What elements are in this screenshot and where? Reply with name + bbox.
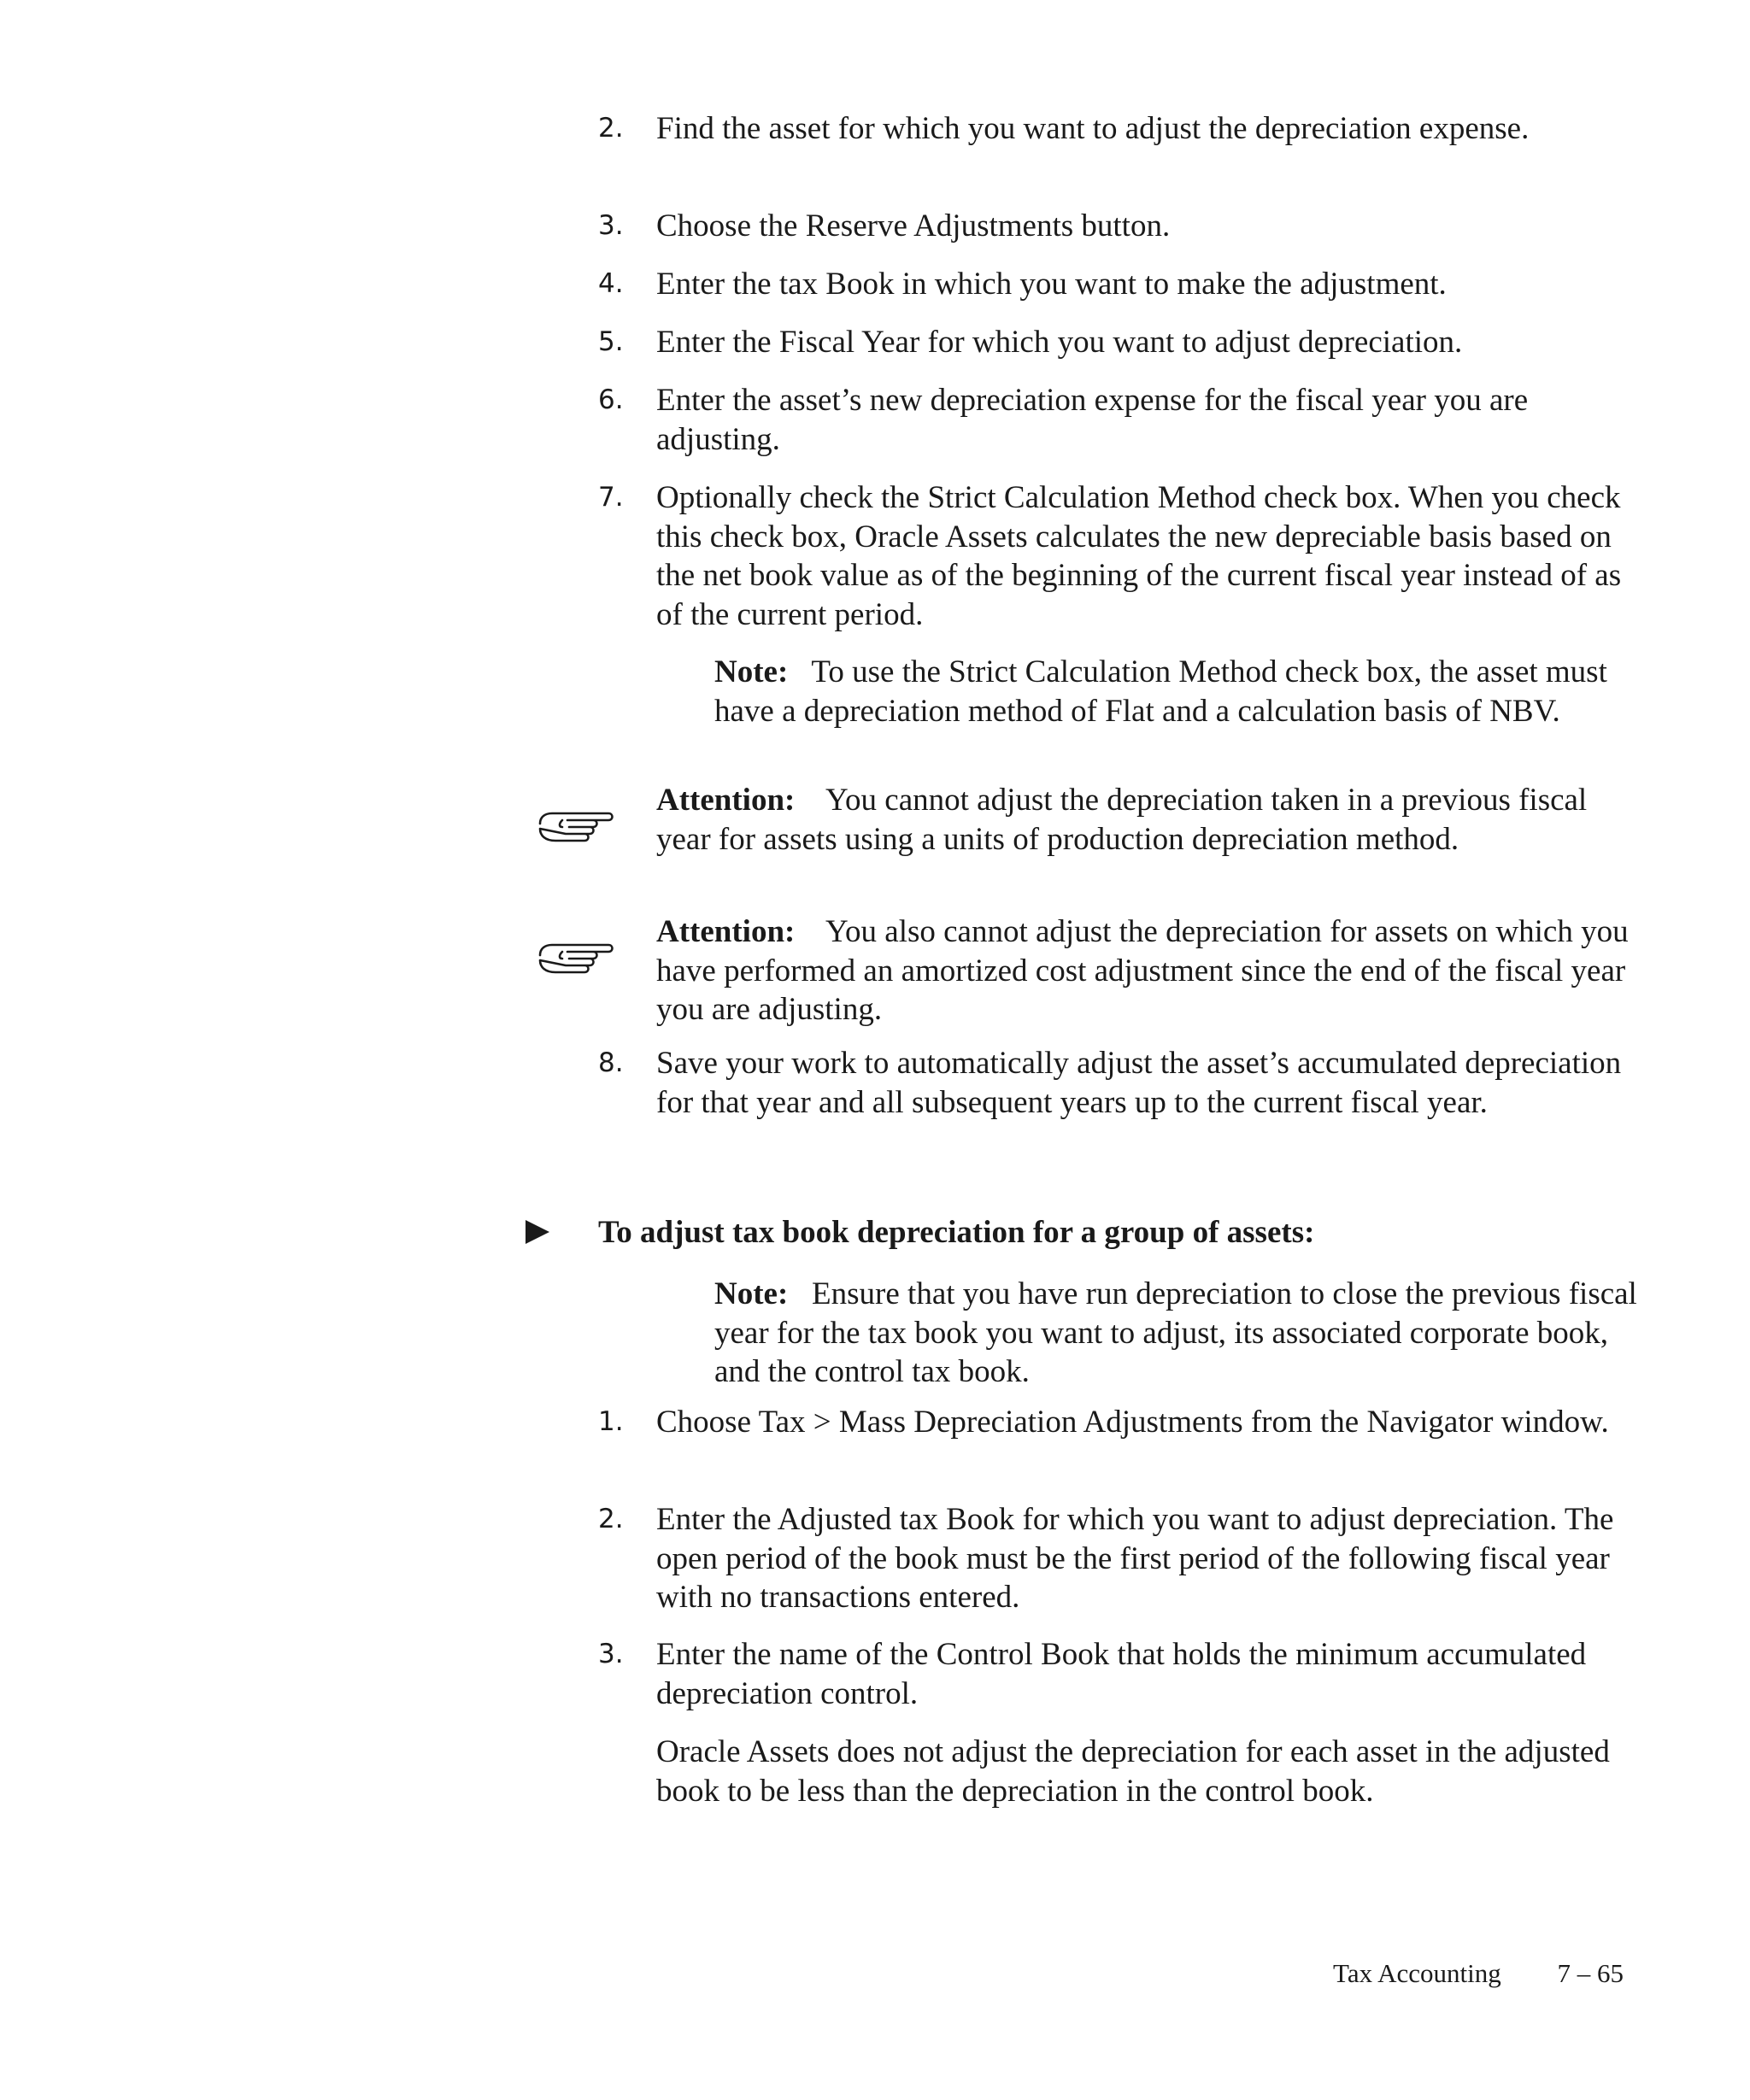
note-label: Note: [714, 654, 789, 689]
note-text: Ensure that you have run depreciation to close the previous fiscal year for the tax book you want to adjust, its associated corporate book, and the control tax book. [714, 1276, 1637, 1389]
step-text: Choose Tax > Mass Depreciation Adjustments from the Navigator window. [656, 1405, 1609, 1440]
step-number: 8. [598, 1047, 624, 1078]
note-spacer [796, 1276, 804, 1311]
step-text: Enter the name of the Control Book that holds the minimum accumulated depreciation control. [656, 1637, 1587, 1711]
step-number: 2. [598, 113, 624, 144]
step-number: 6. [598, 384, 624, 415]
step-number: 1. [598, 1406, 624, 1437]
note-text: To use the Strict Calculation Method check box, the asset must have a depreciation method of Flat and a calculation basis of NBV. [714, 654, 1607, 729]
attention-label: Attention: [656, 783, 796, 818]
step-text: Enter the asset’s new depreciation expense for the fiscal year you are adjusting. [656, 383, 1529, 457]
note-block [714, 1275, 1641, 1392]
pointing-hand-icon [537, 805, 619, 849]
note-spacer [796, 654, 804, 689]
step-number: 7. [598, 482, 624, 513]
step-number: 4. [598, 268, 624, 299]
step-text: Enter the Adjusted tax Book for which you want to adjust depreciation. The open period of the book must be the first period of the following fiscal year with no transactions entered. [656, 1502, 1614, 1615]
footer-section-title: Tax Accounting [1333, 1958, 1501, 1988]
section-heading: To adjust tax book depreciation for a group of assets: [598, 1215, 1315, 1250]
attention-block [656, 912, 1643, 1029]
step-number: 3. [598, 1639, 624, 1669]
step-text: Optionally check the Strict Calculation Method check box. When you check this check box, Oracle Assets calculates the new depreciable basis based on the net book value as of the beginning of the current fiscal year instead of as of the current period. [656, 480, 1622, 632]
step-text: Find the asset for which you want to adjust the depreciation expense. [656, 111, 1530, 146]
note-label: Note: [714, 1276, 789, 1311]
closing-paragraph: Oracle Assets does not adjust the depreciation for each asset in the adjusted book to be less than the depreciation in the control book. [656, 1734, 1610, 1809]
step-number: 5. [598, 326, 624, 357]
attention-text: You cannot adjust the depreciation taken in a previous fiscal year for assets using a units of production depreciation method. [656, 783, 1588, 857]
attention-block [656, 781, 1643, 859]
step-text: Enter the Fiscal Year for which you want to adjust depreciation. [656, 325, 1463, 360]
attention-label: Attention: [656, 914, 796, 949]
procedure-arrow-icon [526, 1220, 549, 1244]
step-text: Enter the tax Book in which you want to make the adjustment. [656, 267, 1447, 302]
page-footer [1282, 1956, 1624, 1991]
footer-page-number: 7 – 65 [1557, 1958, 1624, 1988]
step-text: Choose the Reserve Adjustments button. [656, 208, 1171, 243]
attention-spacer [803, 783, 819, 818]
attention-spacer [803, 914, 819, 949]
step-text: Save your work to automatically adjust the asset’s accumulated depreciation for that year and all subsequent years up to the current fiscal year. [656, 1046, 1622, 1120]
pointing-hand-icon [537, 936, 619, 981]
attention-text: You also cannot adjust the depreciation for assets on which you have performed an amortized cost adjustment since the end of the fiscal year you are adjusting. [656, 914, 1629, 1027]
step-number: 2. [598, 1504, 624, 1534]
note-block [714, 653, 1641, 730]
step-number: 3. [598, 210, 624, 241]
